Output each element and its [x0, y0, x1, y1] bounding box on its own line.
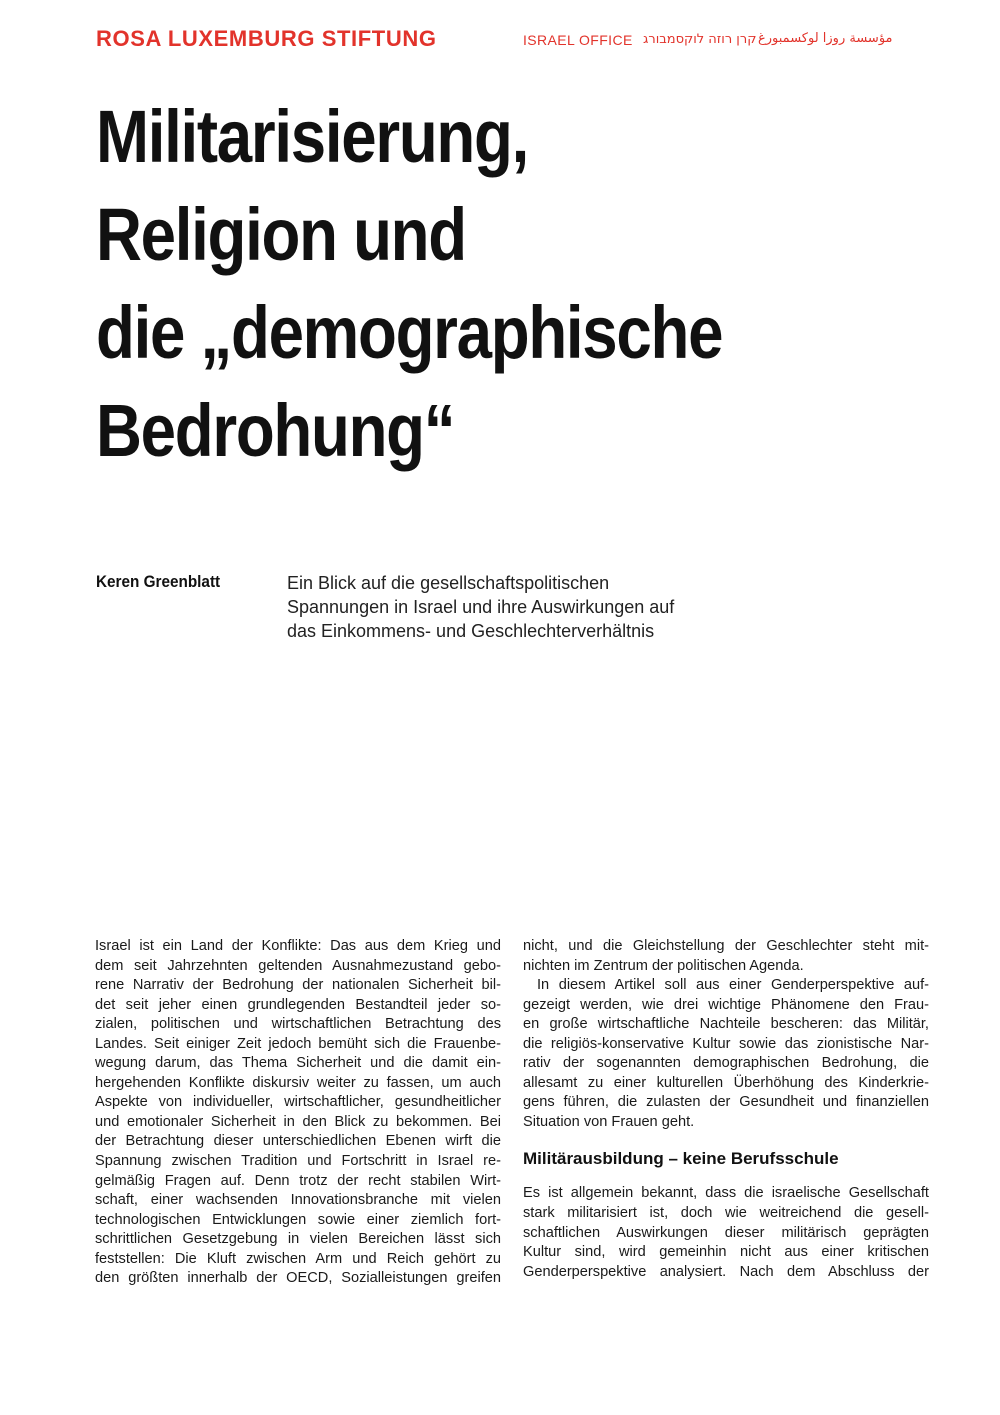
body-line: schrittlichen Gesetzgebung in vielen Bereichen lässt sich [95, 1231, 501, 1248]
hebrew-name: קרן רוזה לוקסמבורג [643, 32, 757, 47]
body-line: technologischen Entwicklungen sowie einer ziemlich fort- [95, 1211, 501, 1228]
body-line: Es ist allgemein bekannt, dass die israelische Gesellschaft [523, 1185, 929, 1202]
body-line: die religiös-konservative Kultur sowie das zionistische Nar- [523, 1035, 929, 1052]
body-line: zialen, politischen und wirtschaftlichen Betrachtung des [95, 1016, 501, 1033]
author-name: Keren Greenblatt [96, 572, 221, 591]
article-title [96, 88, 801, 480]
body-line: nicht, und die Gleichstellung der Geschlechter steht mit- [523, 938, 929, 954]
body-line: stark militarisiert ist, doch wie weitreichend die gesell- [523, 1205, 929, 1222]
body-line: dem seit Jahrzehnten geltenden Ausnahmezustand gebo- [95, 957, 501, 974]
title-line: die „demographische [96, 291, 723, 374]
body-line: den größten innerhalb der OECD, Sozialleistungen greifen [95, 1270, 501, 1287]
body-line: Genderperspektive analysiert. Nach dem Abschluss der [523, 1263, 929, 1280]
body-line: der Betrachtung dieser unterschiedlichen Ebenen wirft die [95, 1133, 501, 1150]
subtitle-line: das Einkommens- und Geschlechterverhältnis [287, 621, 655, 641]
body-line: Spannung zwischen Tradition und Fortschritt in Israel re- [95, 1153, 501, 1170]
subtitle-line: Spannungen in Israel und ihre Auswirkungen auf [287, 597, 675, 617]
body-line: gens führen, die zulasten der Gesundheit und finanziellen [523, 1094, 929, 1111]
body-column-right [523, 937, 929, 1282]
body-line: Israel ist ein Land der Konflikte: Das aus dem Krieg und [95, 938, 501, 954]
body-line: Kultur sind, wird gemeinhin nicht aus einer kritischen [523, 1244, 929, 1261]
body-line: Situation von Frauen geht. [523, 1113, 695, 1130]
page-header [96, 26, 916, 56]
body-line: rene Narrativ der Bedrohung der nationalen Sicherheit bil- [95, 977, 501, 994]
arabic-name: مؤسسة روزا لوكسمبورغ [758, 31, 893, 46]
body-line: Aspekte von individueller, wirtschaftlicher, gesundheitlicher [95, 1094, 501, 1111]
body-line: In diesem Artikel soll aus einer Genderperspektive auf- [537, 977, 929, 994]
title-line: Militarisierung, [96, 95, 528, 178]
body-line: det seit jeher einen grundlegenden Bestandteil jeder so- [95, 996, 501, 1013]
body-line: allesamt zu einer kulturellen Überhöhung des Kinderkrie- [523, 1074, 929, 1091]
body-line: Landes. Seit einiger Zeit jedoch bemüht sich die Frauenbe- [95, 1035, 501, 1052]
title-line: Bedrohung“ [96, 389, 455, 472]
title-line: Religion und [96, 193, 466, 276]
brand-logo-text: ROSA LUXEMBURG STIFTUNG [96, 26, 437, 51]
body-line: schaftlichen Auswirkungen dieser militärisch geprägten [523, 1224, 929, 1241]
body-line: en große wirtschaftliche Nachteile bescheren: das Militär, [523, 1016, 929, 1033]
body-line: gezeigt werden, wie drei wichtige Phänomene den Frau- [523, 996, 929, 1013]
body-line: gelmäßig Fragen auf. Denn trotz der recht stabilen Wirt- [95, 1172, 501, 1189]
body-line: rativ der sogenannten demographischen Bedrohung, die [523, 1055, 929, 1072]
body-line: schaft, einer wachsenden Innovationsbranche mit vielen [95, 1192, 501, 1209]
body-line: nichten im Zentrum der politischen Agenda. [523, 957, 804, 974]
section-heading: Militärausbildung – keine Berufsschule [523, 1149, 839, 1169]
body-line: hergehenden Konflikte diskursiv weiter zu fassen, um auch [95, 1074, 501, 1091]
body-line: feststellen: Die Kluft zwischen Arm und Reich gehört zu [95, 1250, 501, 1267]
body-line: wegung darum, das Thema Sicherheit und die damit ein- [95, 1055, 501, 1072]
body-line: und emotionaler Sicherheit in den Blick zu bekommen. Bei [95, 1113, 501, 1130]
article-subtitle [287, 571, 807, 643]
body-column-left [95, 937, 501, 1289]
subtitle-line: Ein Blick auf die gesellschaftspolitischen [287, 573, 610, 593]
office-label: ISRAEL OFFICE [523, 32, 633, 48]
